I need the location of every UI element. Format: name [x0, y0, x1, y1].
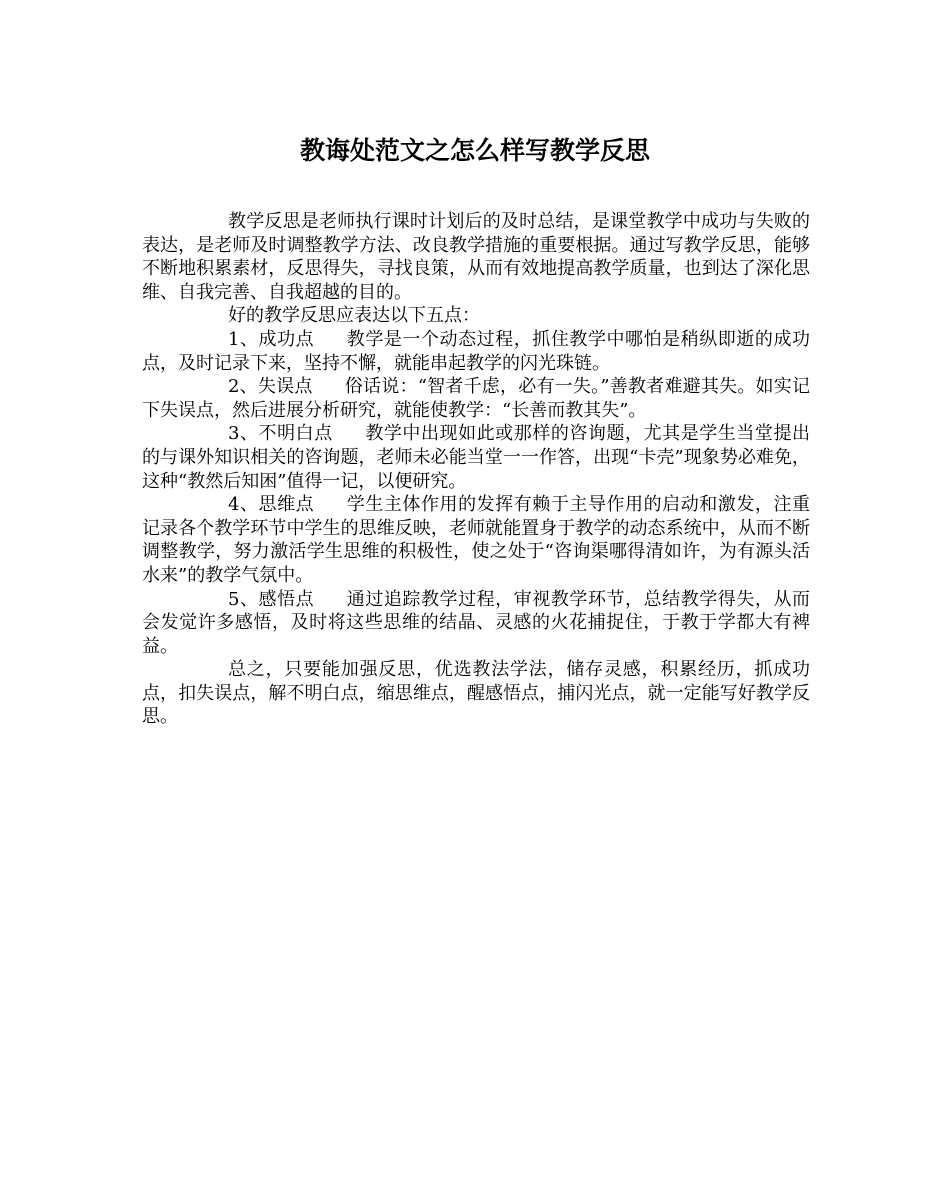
item-heading: 2、失误点 — [228, 376, 313, 398]
paragraph-text: 总之，只要能加强反思，优选教法学法，储存灵感，积累经历，抓成功点，扣失误点，解不明白点，缩思维点，醒感悟点，捕闪光点，就一定能写好教学反思。 — [142, 659, 810, 728]
paragraph-conclusion — [142, 658, 810, 729]
paragraph-text: 好的教学反思应表达以下五点： — [228, 305, 480, 327]
paragraph-intro — [142, 210, 810, 304]
item-heading: 4、思维点 — [228, 494, 315, 516]
paragraph-insight-point — [142, 588, 810, 659]
item-heading: 5、感悟点 — [228, 588, 315, 610]
paragraph-text: 俗话说：“智者千虑，必有一失。”善教者难避其失。如实记下失误点，然后进展分析研究，就能使教学：“长善而教其失”。 — [142, 376, 811, 421]
paragraph-unclear-point — [142, 422, 810, 493]
paragraph-text: 通过追踪教学过程，审视教学环节，总结教学得失，从而会发觉许多感悟，及时将这些思维的结晶、灵感的火花捕捉住，于教于学都大有裨益。 — [142, 588, 811, 657]
paragraph-text: 教学反思是老师执行课时计划后的及时总结，是课堂教学中成功与失败的表达，是老师及时调整教学方法、改良教学措施的重要根据。通过写教学反思，能够不断地积累素材，反思得失，寻找良策，从而有效地提高教学质量，也到达了深化思维、自我完善、自我超越的目的。 — [142, 211, 810, 303]
paragraph-text: 教学是一个动态过程，抓住教学中哪怕是稍纵即逝的成功点，及时记录下来，坚持不懈，就能串起教学的闪光珠链。 — [142, 328, 811, 374]
paragraph-points-intro — [142, 304, 810, 328]
paragraph-text: 学生主体作用的发挥有赖于主导作用的启动和激发，注重记录各个教学环节中学生的思维反映，老师就能置身于教学的动态系统中，从而不断调整教学，努力激活学生思维的积极性，使之处于“咨询渠哪得清如许，为有源头活水来”的教学气氛中。 — [142, 494, 811, 586]
item-heading: 3、不明白点 — [228, 423, 333, 445]
document-body — [142, 210, 810, 729]
paragraph-success-point — [142, 328, 810, 375]
paragraph-text: 教学中出现如此或那样的咨询题，尤其是学生当堂提出的与课外知识相关的咨询题，老师未必能当堂一一作答，出现“卡壳”现象势必难免，这种“教然后知困”值得一记，以便研究。 — [142, 423, 811, 492]
document-title: 教诲处范文之怎么样写教学反思 — [299, 136, 650, 165]
item-heading: 1、成功点 — [228, 328, 315, 350]
paragraph-mistake-point — [142, 375, 810, 422]
paragraph-thinking-point — [142, 493, 810, 587]
